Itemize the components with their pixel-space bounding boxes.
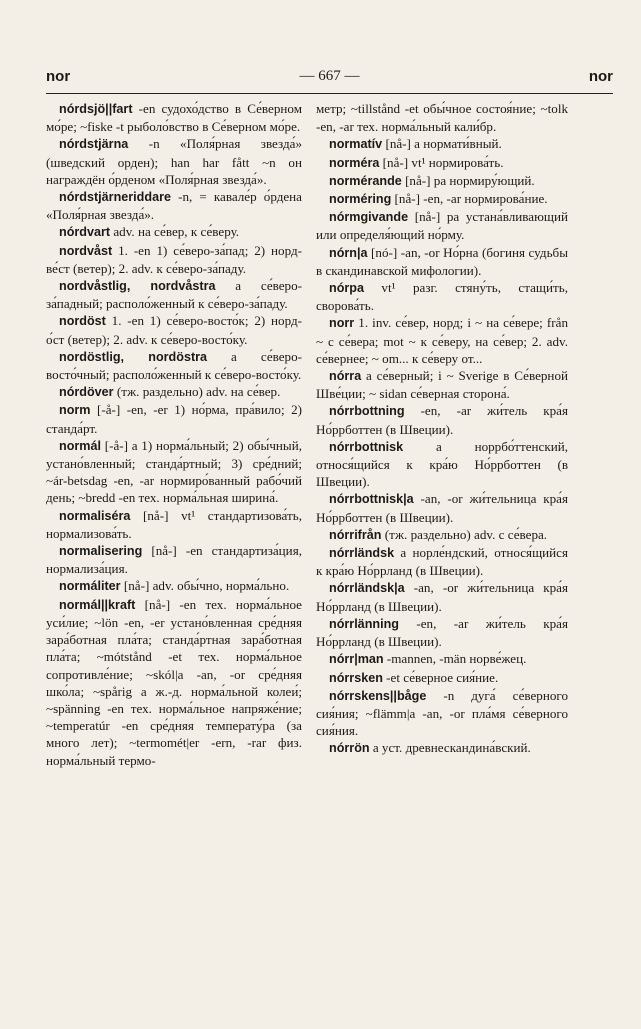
entry-headword: nórmgivande (329, 210, 409, 225)
entry-definition: adv. на се́вер, к се́веру. (110, 224, 240, 240)
entry-headword: normáliter (59, 579, 121, 594)
entry-headword: nórrbottnisk|a (329, 492, 414, 507)
entry-definition: -an, -or жи́тельница кра́я Но́ррланд (в Швеции). (316, 580, 568, 614)
entry-definition: [nå-] vt¹ нормирова́ть. (379, 154, 504, 170)
dictionary-entry (316, 526, 568, 544)
entry-headword: nórdsjö||fart (59, 102, 133, 116)
dictionary-entry (316, 687, 568, 740)
entry-headword: norr (329, 316, 355, 331)
entry-headword: nórn|a (329, 245, 368, 260)
header-guide-word-left: nor (46, 68, 71, 85)
entry-headword: normérande (329, 173, 402, 188)
dictionary-entry (46, 401, 302, 436)
dictionary-entry (46, 577, 302, 595)
right-column (316, 100, 568, 758)
entry-headword: normaliséra (59, 508, 131, 523)
dictionary-entry (316, 135, 568, 153)
entry-definition: a се́верный; i ~ Sverige в Се́верной Шве́ции; ~ sidan се́верная сторона́. (316, 368, 568, 402)
entry-headword: nórdöver (59, 385, 114, 400)
dictionary-entry (46, 348, 302, 383)
entry-headword: nórdvart (59, 225, 111, 240)
entry-definition: [nå-] pa нормиру́ющий. (401, 172, 535, 188)
entry-headword: nórrbottnisk (329, 439, 404, 454)
entry-headword: norméra (329, 155, 380, 170)
entry-definition: 1. inv. се́вер, норд; i ~ на се́вере; från ~ с се́вера; mot ~ к се́веру, на се́вер; 2. adv. се́вернее; ~ om... к се́веру от... (316, 315, 568, 366)
entry-definition: метр; ~tillstånd -et обы́чное состоя́ние; ~tolk -en, -ar тех. норма́льный кали́бр. (316, 101, 568, 135)
dictionary-entry (316, 615, 568, 650)
dictionary-entry (46, 188, 302, 223)
entry-headword: nórr|man (329, 652, 384, 667)
entry-headword: normál||kraft (59, 597, 136, 612)
dictionary-entry (46, 100, 302, 135)
entry-definition: -n «Поля́рная звезда́» (шведский орден); han har fått ~n он награждён о́рденом «Поля́рная звезда́». (46, 136, 302, 187)
dictionary-entry (316, 279, 568, 314)
dictionary-entry (316, 402, 568, 437)
dictionary-entry (316, 208, 568, 243)
dictionary-entry (316, 172, 568, 190)
entry-headword: normalisering (59, 544, 143, 559)
dictionary-entry (46, 223, 302, 241)
entry-definition: vt¹ разг. стяну́ть, стащи́ть, сворова́ть. (316, 280, 568, 314)
entry-definition: -et се́верное сия́ние. (382, 669, 499, 685)
entry-headword: nórdstjärneriddare (59, 190, 171, 205)
header-guide-word-right: nor (588, 68, 613, 85)
dictionary-entry (316, 669, 568, 687)
entry-headword: nórra (329, 369, 362, 384)
dictionary-entry (46, 383, 302, 401)
entry-headword: nordvåstlig, nordvåstra (59, 279, 216, 294)
entry-headword: nórdstjärna (59, 137, 129, 152)
dictionary-entry (316, 579, 568, 614)
entry-headword: nórrsken (329, 670, 383, 685)
entry-definition: a норле́ндский, относя́щийся к кра́ю Но́ррланд (в Швеции). (316, 545, 568, 579)
entry-headword: nórrifrån (329, 527, 382, 542)
entry-definition: (тж. раздельно) adv. с се́вера. (381, 526, 548, 542)
dictionary-entry (46, 542, 302, 577)
header-rule (46, 93, 613, 94)
dictionary-entry (316, 739, 568, 757)
dictionary-entry (46, 242, 302, 277)
dictionary-entry (316, 544, 568, 579)
entry-definition: [nå-] -en стандартиза́ция, нормализа́ция. (46, 543, 302, 577)
dictionary-entry (46, 507, 302, 542)
entry-headword: nordvåst (59, 243, 113, 258)
entry-headword: nordöstlig, nordöstra (59, 349, 208, 364)
entry-headword: normál (59, 438, 101, 453)
entry-headword: nórpa (329, 281, 364, 296)
entry-definition: -mannen, -män норве́жец. (383, 651, 527, 667)
dictionary-entry (316, 244, 568, 279)
dictionary-entry (316, 367, 568, 402)
dictionary-entry (316, 154, 568, 172)
dictionary-entry (46, 596, 302, 769)
entry-definition: -n, = кавале́р о́рдена «Поля́рная звезда́». (46, 189, 302, 223)
dictionary-entry (316, 314, 568, 367)
page-header (46, 68, 613, 92)
entry-headword: nórrlänning (329, 616, 399, 631)
entry-definition: [-å-] -en, -er 1) но́рма, пра́вило; 2) станда́рт. (46, 402, 302, 436)
entry-definition: [nå-] -en, -ar нормирова́ние. (391, 191, 548, 207)
entry-headword: nórrbottning (329, 404, 405, 419)
entry-headword: nordöst (59, 314, 106, 329)
entry-headword: nórrskens||båge (329, 688, 427, 703)
dictionary-entry (46, 135, 302, 188)
dictionary-entry (316, 490, 568, 525)
dictionary-entry (316, 100, 568, 135)
entry-definition: a се́веро-за́падный; располо́женный к се́веро-за́паду. (46, 278, 302, 312)
entry-headword: norméring (329, 192, 392, 207)
entry-definition: a норрбо́ттенский, относя́щийся к кра́ю Но́ррботтен (в Швеции). (316, 438, 568, 490)
entry-definition: [-å-] a 1) норма́льный; 2) обы́чный, устано́вленный; станда́ртный; 3) сре́дний; ~ár-betsdag -en, -ar нормиро́ванный рабо́чий день; ~bredd -en тех. норма́льная ширина́. (46, 437, 302, 506)
entry-definition: (тж. раздельно) adv. на се́вер. (113, 384, 281, 400)
entry-definition: [nå-] vt¹ стандартизова́ть, нормализова́ть. (46, 507, 302, 541)
entry-definition: [nå-] -en тех. норма́льное уси́лие; ~lön -en, -er устано́вленная сре́дняя зара́ботная пла́та; станда́ртная зара́ботная пла́та; ~mótstånd -et тех. норма́льное сопротивле́ние; ~skól|a -an, -or сре́дняя шко́ла; ~spårig a ж.-д. норма́льной колеи́; ~spänning -en тех. норма́льное напряже́ние; ~temperatúr -en сре́дняя температу́ра (за много лет); ~termomét|er -ern, -rar физ. норма́льный термо- (46, 596, 302, 768)
dictionary-entry (316, 438, 568, 491)
entry-definition: -n дуга́ се́верного сия́ния; ~flämm|a -an, -or пла́мя се́верного сия́ния. (316, 687, 568, 739)
entry-definition: -en, -ar жи́тель кра́я Но́ррботтен (в Швеции). (316, 403, 568, 437)
entry-headword: norm (59, 403, 91, 418)
dictionary-entry (316, 190, 568, 208)
entry-definition: -en судохо́дство в Се́верном мо́ре; ~fiske -t рыболо́вство в Се́верном мо́ре. (46, 101, 302, 135)
dictionary-entry (46, 312, 302, 347)
page-number: — 667 — (299, 68, 360, 84)
entry-headword: nórrländsk|a (329, 581, 405, 596)
entry-definition: -an, -or жи́тельница кра́я Но́ррботтен (в Швеции). (316, 491, 568, 525)
entry-definition: [nå-] a нормати́вный. (382, 136, 502, 152)
entry-definition: [nå-] adv. обы́чно, норма́льно. (120, 578, 290, 594)
entry-headword: normatív (329, 137, 383, 152)
entry-definition: 1. -en 1) се́веро-восто́к; 2) норд-о́ст (ветер); 2. adv. к се́веро-восто́ку. (46, 313, 302, 347)
entry-definition: a се́веро-восто́чный; располо́женный к се́веро-восто́ку. (46, 348, 302, 383)
entry-definition: [nó-] -an, -or Но́рна (богиня судьбы в скандинавской мифологии). (316, 244, 568, 278)
dictionary-entry (316, 650, 568, 668)
entry-definition: 1. -en 1) се́веро-за́пад; 2) норд-ве́ст (ветер); 2. adv. к се́веро-за́паду. (46, 242, 302, 276)
entry-definition: a уст. древнескандина́вский. (369, 740, 531, 756)
entry-headword: nórrländsk (329, 546, 395, 561)
dictionary-entry (46, 437, 302, 507)
dictionary-entry (46, 277, 302, 312)
entry-definition: [nå-] pa устана́вливающий или определя́ющий но́рму. (316, 209, 568, 243)
left-column (46, 100, 302, 769)
entry-headword: nórrön (329, 741, 370, 756)
entry-definition: -en, -ar жи́тель кра́я Но́ррланд (в Швеции). (316, 615, 568, 650)
